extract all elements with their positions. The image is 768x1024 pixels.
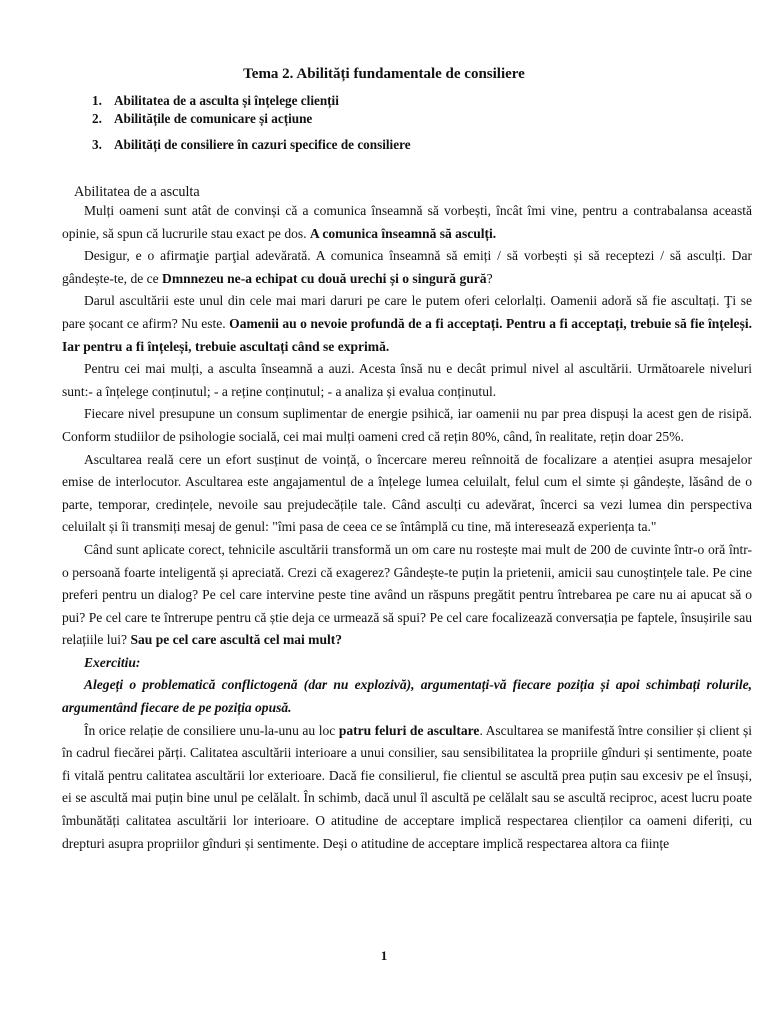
topic-number: 2. [92,111,102,126]
paragraph-text: . Ascultarea se manifestă între consilier și client și în cadrul fiecărei părți. Calitatea ascultării interioare a unui consilier, sau sensibilitatea la propriile gînduri și sentimente, poate fi vitală pentru calitatea ascultării lor exterioare. Dacă fie consilierul, fie clientul se ascultă prea puțin sau excesiv pe el însuși, ei se ascultă mai puțin bine unul pe celălalt. În schimb, dacă unul îl ascultă pe celălalt sau se ascultă reciproc, acest lucru poate îmbunătăți calitatea ascultării lor interioare. O atitudine de acceptare implică respectarea clienților ca oameni diferiți, cu drepturi asupra propriilor gînduri și sentimente. Deși o atitudine de acceptare implică respectarea altora ca ființe [62,722,752,851]
paragraph [62,200,752,245]
paragraph-text: Când sunt aplicate corect, tehnicile ascultării transformă un om care nu rostește mai mult de 200 de cuvinte într-o oră într-o persoană foarte inteligentă și apreciată. Crezi că exagerez? Gândește-te puțin la prietenii, amicii sau cunoștințele tale. Pe cine preferi pentru un dialog? Pe cel care intervine peste tine având un răspuns pregătit pentru întrebarea pe care nu ai apucat să o pui? Pe cel care te întrerupe pentru că știe deja ce urmează să spui? Pe cel care focalizează conversația pe faptele, însușirile sau relațiile lui? [62,541,752,648]
topic-label: Abilitatea de a asculta și înțelege clienții [114,93,339,108]
section-heading: Abilitatea de a asculta [74,184,200,200]
paragraph-emphasis: Oamenii au o nevoie profundă de a fi acceptați. Pentru a fi acceptați, trebuie să fie înțeleși. Iar pentru a fi înțeleși, trebuie ascultați când se exprimă. [62,315,752,354]
exercise-title: Exercitiu: [84,654,141,670]
paragraph-text: Desigur, e o afirmaţie parţial adevărată. A comunica înseamnă să emiți / să vorbești și să receptezi / să asculți. Dar gândește-te, de ce [62,248,752,286]
paragraph-emphasis: Dmnnezeu ne-a echipat cu două urechi și o singură gură [162,270,487,286]
paragraph [62,539,752,652]
paragraph: Pentru cei mai mulți, a asculta înseamnă a auzi. Acesta însă nu e decât primul nivel al ascultării. Următoarele niveluri sunt:- a înțelege conținutul; - a reține conținutul; - a analiza și evalua conținutul. [62,361,752,399]
paragraph-text: ? [486,270,493,286]
paragraph [62,290,752,358]
paragraph-text: În orice relație de consiliere unu-la-unu au loc [84,722,339,738]
exercise-text: Alegeți o problematică conflictogenă (dar nu explozivă), argumentați-vă fiecare poziția și apoi schimbați rolurile, argumentând fiecare de pe poziția opusă. [62,677,752,716]
topic-item [92,136,411,154]
paragraph-emphasis: A comunica înseamnă să asculți. [309,225,497,241]
paragraph-emphasis: Sau pe cel care ascultă cel mai mult? [130,632,343,648]
topic-label: Abilități de consiliere în cazuri specifice de consiliere [114,137,411,152]
topic-number: 3. [92,137,102,152]
document-title: Tema 2. Abilități fundamentale de consiliere [243,66,525,82]
paragraph-emphasis: patru feluri de ascultare [338,722,480,738]
paragraph-text: Mulți oameni sunt atât de convinși că a comunica înseamnă să vorbești, încât îmi vine, pentru a contrabalansa această opinie, să spun că lucrurile stau exact pe dos. [62,203,752,241]
paragraph [62,720,752,856]
paragraph-text: Darul ascultării este unul din cele mai mari daruri pe care le putem oferi celorlalți. Oamenii adoră să fie ascultați. Ţi se pare șocant ce afirm? Nu este. [62,293,752,331]
topic-label: Abilitățile de comunicare și acțiune [114,111,313,126]
document-body [62,200,752,855]
paragraph: Ascultarea reală cere un efort susținut de voință, o încercare mereu reînnoită de focalizare a atenției asupra mesajelor emise de interlocutor. Ascultarea este angajamentul de a înțelege lumea celuilalt, felul cum el simte și gândește, lăsând de o parte, temporar, credințele, nevoile sau prejudecățile tale. Când asculți cu adevărat, încerci sa vezi lumea din perspectiva celuilalt și îi transmiți mesaj de genul: "îmi pasa de ceea ce se întâmplă cu tine, mă interesează experiența ta." [62,451,752,535]
topic-item [92,92,411,110]
page-number: 1 [380,948,388,963]
topic-list [92,92,411,154]
topic-item [92,110,411,128]
topic-number: 1. [92,93,102,108]
paragraph: Fiecare nivel presupune un consum suplimentar de energie psihică, iar oamenii nu par prea dispuși la acest gen de risipă. Conform studiilor de psihologie socială, cei mai mulți oameni cred că rețin 80%, când, în realitate, rețin doar 25%. [62,406,752,444]
paragraph [62,245,752,290]
